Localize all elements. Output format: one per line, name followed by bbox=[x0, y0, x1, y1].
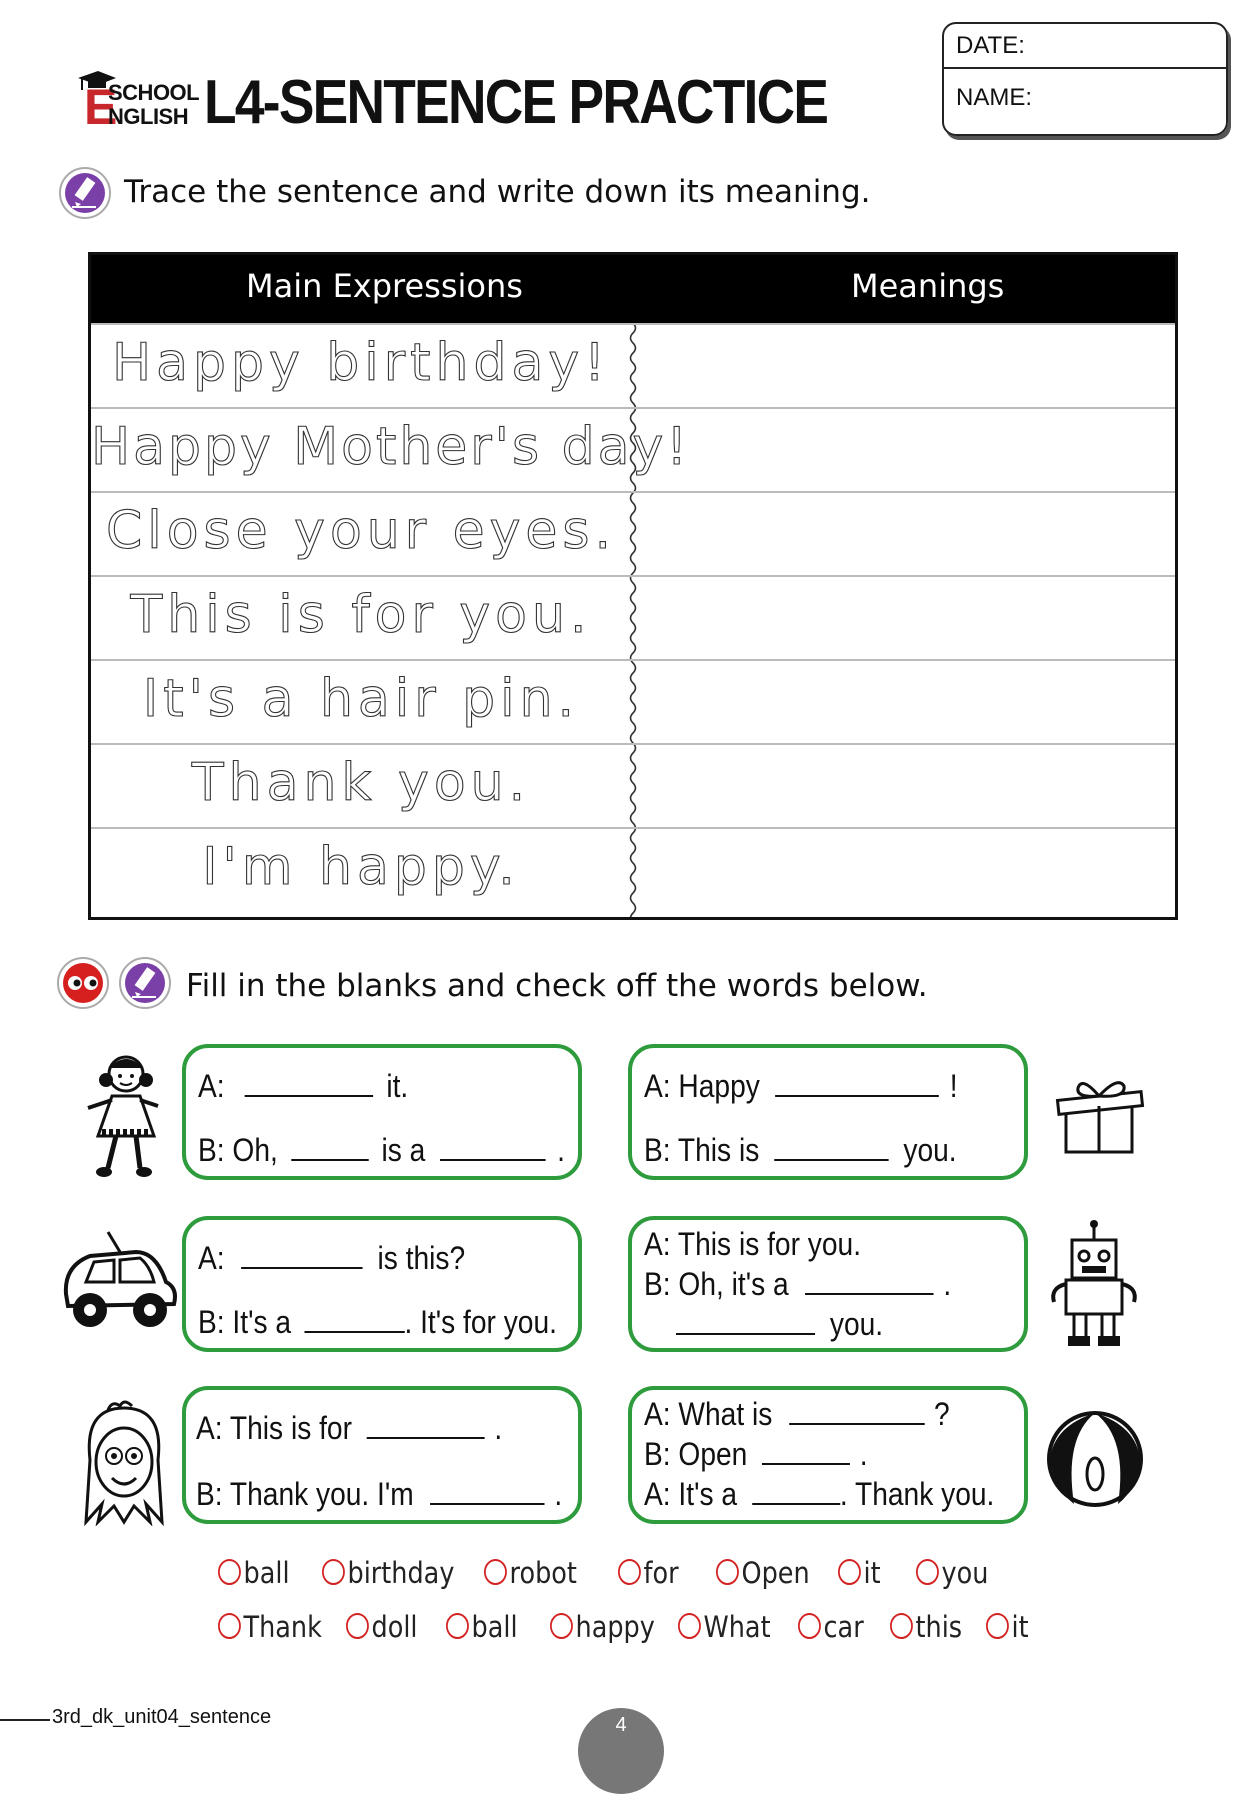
check-circle-icon[interactable] bbox=[618, 1559, 641, 1585]
word-label: you bbox=[941, 1556, 989, 1590]
dialog-line-a bbox=[198, 1240, 465, 1277]
meaning-field[interactable] bbox=[641, 747, 1171, 825]
dialog-text: A: What is bbox=[644, 1396, 773, 1432]
word-bank-item[interactable] bbox=[322, 1556, 454, 1590]
word-label: What bbox=[703, 1610, 771, 1644]
dialog-line-1 bbox=[644, 1396, 950, 1433]
dialog-text: B: It's a bbox=[198, 1304, 292, 1340]
girl-icon bbox=[76, 1398, 172, 1526]
dialog-line-a bbox=[198, 1068, 408, 1105]
check-circle-icon[interactable] bbox=[916, 1559, 939, 1585]
check-circle-icon[interactable] bbox=[838, 1559, 861, 1585]
check-circle-icon[interactable] bbox=[346, 1613, 369, 1639]
check-circle-icon[interactable] bbox=[446, 1613, 469, 1639]
word-label: doll bbox=[371, 1610, 418, 1644]
logo-line-english: NGLISH bbox=[108, 104, 189, 129]
dialog-text: B: Oh, it's a bbox=[644, 1266, 789, 1302]
word-bank-item[interactable] bbox=[218, 1610, 322, 1644]
header-main-expressions: Main Expressions bbox=[246, 267, 523, 305]
word-label: Thank bbox=[243, 1610, 322, 1644]
section1-instruction: Trace the sentence and write down its meaning. bbox=[124, 174, 871, 210]
answer-blank[interactable] bbox=[241, 1241, 362, 1269]
check-circle-icon[interactable] bbox=[484, 1559, 507, 1585]
dialog-box bbox=[628, 1044, 1028, 1180]
word-label: happy bbox=[575, 1610, 655, 1644]
dialog-text: is this? bbox=[377, 1240, 466, 1276]
dialog-line-a bbox=[644, 1068, 958, 1105]
school-english-logo bbox=[74, 70, 200, 135]
row-line bbox=[91, 407, 1175, 409]
check-circle-icon[interactable] bbox=[322, 1559, 345, 1585]
section2-instruction: Fill in the blanks and check off the words below. bbox=[186, 968, 928, 1004]
dialog-text: . It's for you. bbox=[404, 1304, 557, 1340]
dialog-text: . bbox=[943, 1266, 952, 1302]
word-label: Open bbox=[741, 1556, 810, 1590]
trace-sentence: Happy birthday! bbox=[112, 333, 610, 393]
answer-blank[interactable] bbox=[775, 1069, 939, 1097]
dialog-text: A: This is for bbox=[196, 1410, 352, 1446]
logo-initial: E bbox=[84, 79, 118, 135]
dialog-line-b bbox=[198, 1132, 565, 1169]
dialog-line-2 bbox=[644, 1266, 951, 1303]
word-label: for bbox=[643, 1556, 679, 1590]
info-divider bbox=[944, 67, 1226, 69]
date-field[interactable] bbox=[1042, 32, 1212, 62]
answer-blank[interactable] bbox=[430, 1477, 544, 1505]
dialog-text: . bbox=[494, 1410, 503, 1446]
dialog-text: B: This is bbox=[644, 1132, 760, 1168]
word-bank-item[interactable] bbox=[346, 1610, 418, 1644]
word-label: birthday bbox=[347, 1556, 455, 1590]
trace-sentence: I'm happy. bbox=[202, 837, 520, 897]
student-info-box bbox=[942, 22, 1228, 136]
answer-blank[interactable] bbox=[774, 1133, 888, 1161]
meaning-field[interactable] bbox=[641, 495, 1171, 573]
page-number: 4 bbox=[615, 1714, 627, 1736]
row-line bbox=[91, 575, 1175, 577]
car-icon bbox=[60, 1226, 180, 1336]
dialog-text: . bbox=[859, 1436, 868, 1472]
pencil-icon bbox=[58, 166, 112, 220]
doll-icon bbox=[82, 1046, 164, 1180]
answer-blank[interactable] bbox=[676, 1307, 815, 1335]
row-line bbox=[91, 323, 1175, 325]
dialog-text: . bbox=[557, 1132, 565, 1168]
robot-icon bbox=[1046, 1218, 1142, 1350]
row-line bbox=[91, 743, 1175, 745]
dialog-line-b bbox=[198, 1304, 557, 1341]
word-bank-item[interactable] bbox=[890, 1610, 962, 1644]
footer-rule bbox=[0, 1719, 50, 1721]
word-bank-item[interactable] bbox=[218, 1556, 290, 1590]
trace-sentence: It's a hair pin. bbox=[142, 669, 580, 729]
dialog-text: you. bbox=[903, 1132, 957, 1168]
word-bank-item[interactable] bbox=[838, 1556, 881, 1590]
check-circle-icon[interactable] bbox=[986, 1613, 1009, 1639]
dialog-line-a bbox=[196, 1410, 502, 1447]
answer-blank[interactable] bbox=[762, 1437, 850, 1465]
answer-blank[interactable] bbox=[752, 1477, 840, 1505]
dialog-text: B: Thank you. I'm bbox=[196, 1476, 414, 1512]
eyes-icon bbox=[56, 956, 110, 1010]
answer-blank[interactable] bbox=[367, 1411, 485, 1439]
footer-file-label: 3rd_dk_unit04_sentence bbox=[52, 1706, 272, 1728]
meaning-field[interactable] bbox=[641, 579, 1171, 657]
gift-icon bbox=[1054, 1076, 1146, 1156]
trace-sentence: This is for you. bbox=[130, 585, 592, 645]
word-label: robot bbox=[509, 1556, 577, 1590]
header-meanings: Meanings bbox=[851, 267, 1005, 305]
check-circle-icon[interactable] bbox=[678, 1613, 701, 1639]
row-line bbox=[91, 827, 1175, 829]
meaning-field[interactable] bbox=[641, 831, 1171, 917]
dialog-text: . bbox=[554, 1476, 563, 1512]
dialog-line-b bbox=[196, 1476, 562, 1513]
answer-blank[interactable] bbox=[789, 1397, 925, 1425]
answer-blank[interactable] bbox=[291, 1133, 368, 1161]
word-bank-item[interactable] bbox=[678, 1610, 771, 1644]
dialog-text: . Thank you. bbox=[839, 1476, 995, 1512]
row-line bbox=[91, 659, 1175, 661]
word-label: it bbox=[863, 1556, 881, 1590]
dialog-line-3 bbox=[676, 1306, 883, 1343]
answer-blank[interactable] bbox=[805, 1267, 933, 1295]
ball-icon bbox=[1044, 1408, 1146, 1510]
dialog-box bbox=[182, 1216, 582, 1352]
table-header bbox=[91, 255, 1175, 323]
check-circle-icon[interactable] bbox=[218, 1559, 241, 1585]
date-label: DATE: bbox=[956, 32, 1025, 59]
name-label: NAME: bbox=[956, 84, 1033, 111]
word-bank-item[interactable] bbox=[916, 1556, 988, 1590]
dialog-text: is a bbox=[381, 1132, 426, 1168]
answer-blank[interactable] bbox=[440, 1133, 546, 1161]
word-bank-item[interactable] bbox=[550, 1610, 655, 1644]
dialog-text: B: Oh, bbox=[198, 1132, 278, 1168]
dialog-text: you. bbox=[829, 1306, 884, 1342]
word-bank-item[interactable] bbox=[716, 1556, 810, 1590]
trace-sentence: Happy Mother's day! bbox=[91, 417, 691, 477]
check-circle-icon[interactable] bbox=[890, 1613, 913, 1639]
dialog-line-b bbox=[644, 1132, 957, 1169]
trace-sentence: Thank you. bbox=[191, 753, 531, 813]
dialog-text: ? bbox=[934, 1396, 950, 1432]
word-bank-item[interactable] bbox=[798, 1610, 864, 1644]
dialog-line-3 bbox=[644, 1476, 994, 1513]
name-field[interactable] bbox=[1042, 80, 1212, 114]
check-circle-icon[interactable] bbox=[716, 1559, 739, 1585]
dialog-line-1: A: This is for you. bbox=[644, 1226, 862, 1262]
dialog-text: A: It's a bbox=[644, 1476, 738, 1512]
worksheet-title: L4-SENTENCE PRACTICE bbox=[204, 68, 828, 137]
dialog-text: A: Happy bbox=[644, 1068, 760, 1104]
dialog-text: it. bbox=[386, 1068, 409, 1104]
check-circle-icon[interactable] bbox=[550, 1613, 573, 1639]
word-bank-item[interactable] bbox=[446, 1610, 518, 1644]
dialog-text: A: bbox=[198, 1240, 225, 1276]
word-label: it bbox=[1011, 1610, 1029, 1644]
dialog-box bbox=[182, 1386, 582, 1524]
word-label: this bbox=[915, 1610, 963, 1644]
pencil-icon bbox=[118, 956, 172, 1010]
word-label: car bbox=[823, 1610, 864, 1644]
check-circle-icon[interactable] bbox=[218, 1613, 241, 1639]
dialog-text: B: Open bbox=[644, 1436, 748, 1472]
word-label: ball bbox=[471, 1610, 518, 1644]
check-circle-icon[interactable] bbox=[798, 1613, 821, 1639]
meaning-field[interactable] bbox=[641, 327, 1171, 405]
word-bank-item[interactable] bbox=[618, 1556, 679, 1590]
word-bank-item[interactable] bbox=[484, 1556, 577, 1590]
dialog-box bbox=[182, 1044, 582, 1180]
meaning-field[interactable] bbox=[641, 663, 1171, 741]
word-bank-item[interactable] bbox=[986, 1610, 1029, 1644]
meaning-field[interactable] bbox=[641, 411, 1171, 489]
answer-blank[interactable] bbox=[245, 1069, 373, 1097]
dialog-text: A: bbox=[198, 1068, 225, 1104]
dialog-text: ! bbox=[949, 1068, 958, 1104]
dialog-line-2 bbox=[644, 1436, 868, 1473]
trace-sentence: Close your eyes. bbox=[105, 501, 616, 561]
dialog-box bbox=[628, 1216, 1028, 1352]
answer-blank[interactable] bbox=[304, 1305, 404, 1333]
expressions-table bbox=[88, 252, 1178, 920]
logo-line-school: SCHOOL bbox=[108, 80, 200, 105]
row-line bbox=[91, 491, 1175, 493]
word-label: ball bbox=[243, 1556, 290, 1590]
dialog-box bbox=[628, 1386, 1028, 1524]
